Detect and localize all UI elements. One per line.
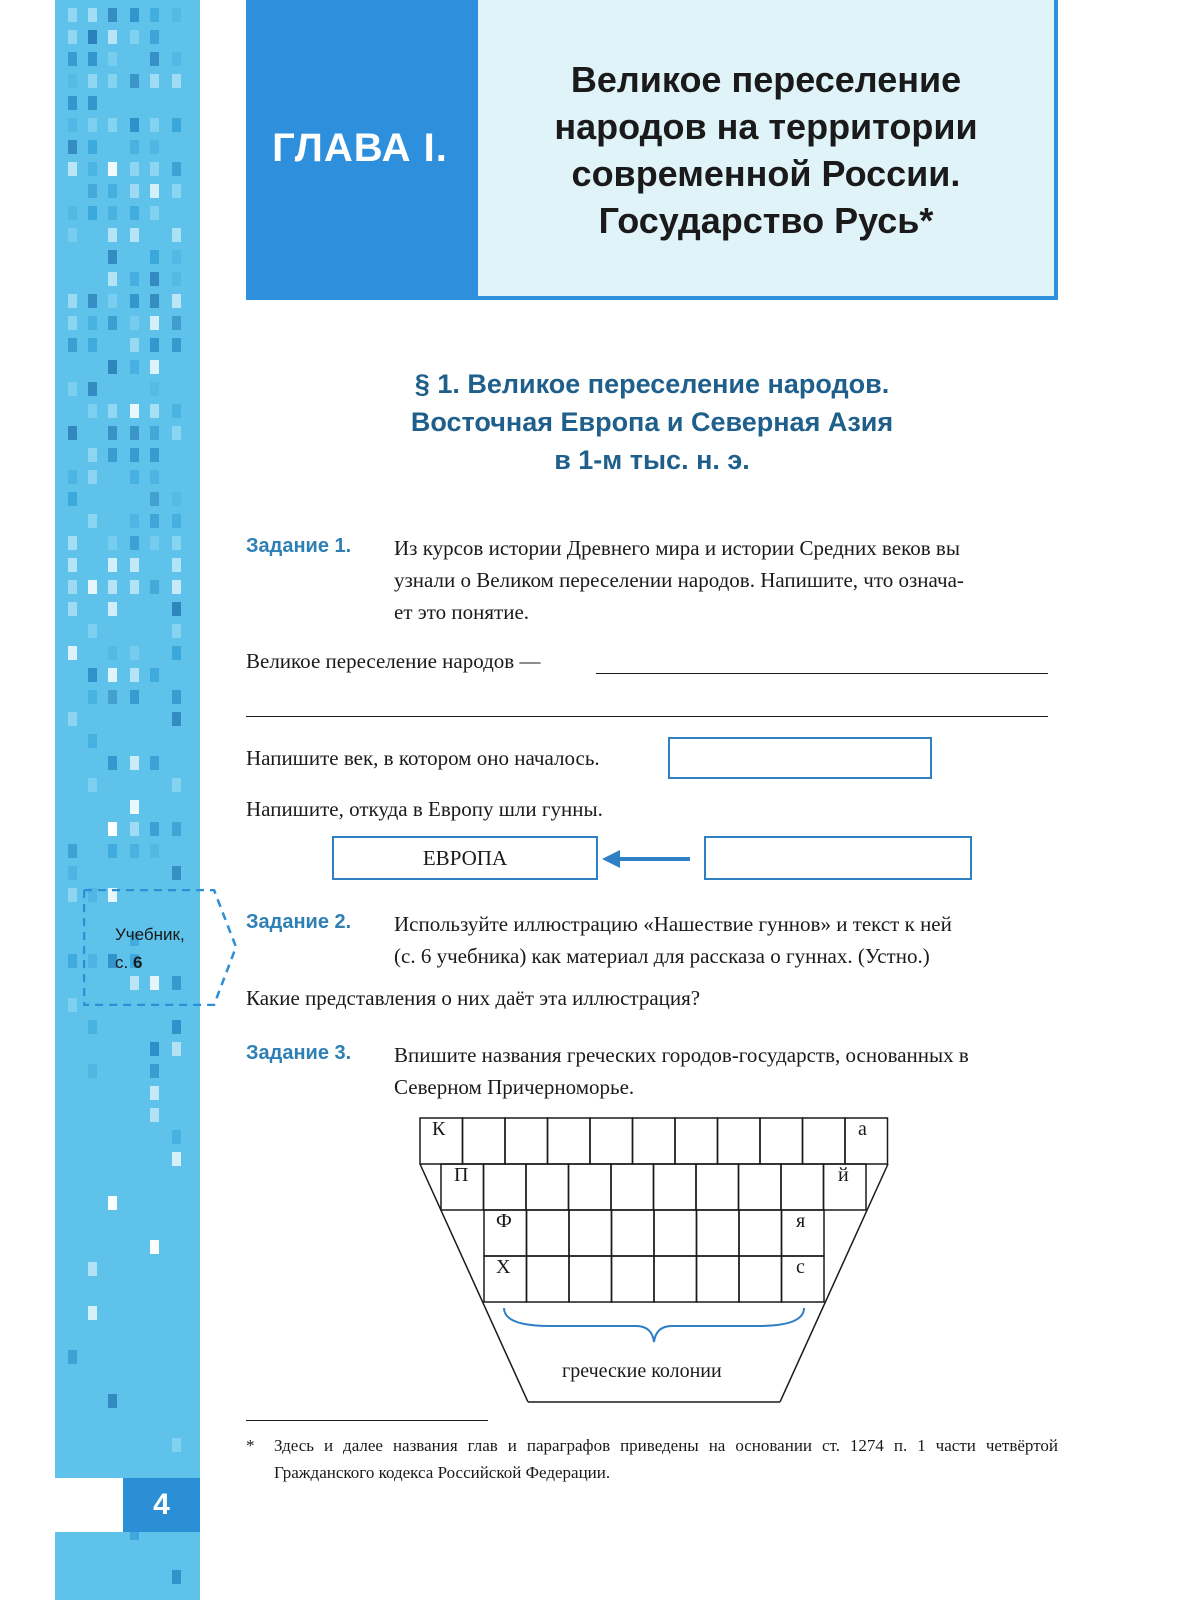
sidebar-pattern-square — [150, 184, 159, 198]
sidebar-pattern-square — [130, 338, 139, 352]
sidebar-pattern-square — [68, 954, 77, 968]
sidebar-pattern-square — [88, 338, 97, 352]
sidebar-pattern-square — [68, 426, 77, 440]
sidebar-pattern-square — [130, 690, 139, 704]
task-2-label: Задание 2. — [246, 911, 352, 933]
grid-letter: с — [796, 1256, 805, 1278]
sidebar-pattern-square — [88, 118, 97, 132]
grid-cell[interactable] — [484, 1164, 527, 1210]
sidebar-pattern-square — [130, 558, 139, 572]
sidebar-pattern-square — [108, 250, 117, 264]
textbook-ref-page: 6 — [132, 953, 143, 972]
task-3-text — [394, 1039, 1058, 1103]
sidebar-pattern-square — [172, 8, 181, 22]
sidebar-pattern-square — [150, 1064, 159, 1078]
grid-cell[interactable] — [803, 1118, 846, 1164]
sidebar-pattern-square — [88, 580, 97, 594]
grid-cell[interactable] — [569, 1256, 612, 1302]
chapter-label: ГЛАВА I. — [246, 0, 474, 296]
sidebar-pattern-square — [130, 426, 139, 440]
section-title — [246, 365, 1058, 479]
sidebar-pattern-square — [68, 96, 77, 110]
sidebar-pattern-square — [88, 184, 97, 198]
task-1-text — [394, 532, 1058, 628]
textbook-reference — [83, 889, 237, 1006]
sidebar-pattern-square — [88, 624, 97, 638]
sidebar-pattern-square — [150, 272, 159, 286]
sidebar-pattern-square — [150, 162, 159, 176]
sidebar-pattern-square — [172, 580, 181, 594]
definition-prompt: Великое переселение народов — — [246, 649, 541, 673]
sidebar-pattern-square — [68, 536, 77, 550]
sidebar-pattern-square — [130, 822, 139, 836]
sidebar-pattern-square — [88, 1020, 97, 1034]
sidebar-pattern-square — [68, 74, 77, 88]
sidebar-pattern-square — [172, 184, 181, 198]
sidebar-pattern-square — [68, 712, 77, 726]
sidebar-pattern-square — [88, 140, 97, 154]
sidebar-pattern-square — [150, 250, 159, 264]
footnote-separator — [246, 1420, 488, 1421]
sidebar-pattern-square — [172, 514, 181, 528]
sidebar-pattern-square — [150, 492, 159, 506]
sidebar-pattern-square — [130, 162, 139, 176]
sidebar-pattern-square — [150, 1240, 159, 1254]
sidebar-pattern-square — [68, 338, 77, 352]
sidebar-pattern-square — [68, 140, 77, 154]
sidebar-pattern-square — [172, 118, 181, 132]
sidebar-pattern-square — [108, 316, 117, 330]
sidebar-pattern-square — [88, 30, 97, 44]
sidebar-pattern-square — [150, 8, 159, 22]
sidebar-pattern-square — [172, 822, 181, 836]
sidebar-pattern-square — [172, 602, 181, 616]
sidebar-pattern-square — [108, 294, 117, 308]
footnote-text: Здесь и далее названия глав и параграфов приведены на основании ст. 1274 п. 1 части четвёртой Гражданского кодекса Российской Федерации. — [274, 1436, 1058, 1482]
sidebar-pattern-square — [150, 52, 159, 66]
sidebar-pattern-square — [172, 52, 181, 66]
sidebar-pattern-square — [172, 646, 181, 660]
sidebar-pattern-square — [130, 140, 139, 154]
grid-cell[interactable] — [569, 1210, 612, 1256]
chapter-header — [246, 0, 1058, 300]
task-3-label: Задание 3. — [246, 1042, 352, 1064]
sidebar-pattern-square — [172, 1020, 181, 1034]
sidebar-pattern-square — [68, 470, 77, 484]
grid-letter: П — [454, 1164, 469, 1186]
sidebar-pattern-square — [108, 8, 117, 22]
sidebar-pattern-square — [130, 206, 139, 220]
grid-cell[interactable] — [739, 1164, 782, 1210]
sidebar-pattern-square — [108, 30, 117, 44]
grid-cell[interactable] — [612, 1210, 655, 1256]
grid-cell[interactable] — [781, 1164, 824, 1210]
sidebar-pattern-square — [68, 888, 77, 902]
footnote-star: * — [246, 1436, 255, 1455]
trapezoid-left-edge — [420, 1164, 528, 1402]
sidebar-pattern-square — [88, 96, 97, 110]
sidebar-pattern-square — [172, 624, 181, 638]
sidebar-pattern-square — [150, 580, 159, 594]
sidebar-pattern-square — [68, 118, 77, 132]
sidebar-pattern-square — [150, 1042, 159, 1056]
sidebar-pattern-square — [108, 360, 117, 374]
sidebar-pattern-square — [130, 118, 139, 132]
sidebar-pattern-square — [150, 1086, 159, 1100]
grid-cell[interactable] — [654, 1256, 697, 1302]
grid-caption: греческие колонии — [562, 1360, 722, 1382]
sidebar-pattern-square — [68, 8, 77, 22]
sidebar-pattern-square — [108, 228, 117, 242]
grid-cell[interactable] — [696, 1164, 739, 1210]
century-prompt: Напишите век, в котором оно началось. — [246, 746, 600, 770]
sidebar-pattern-square — [130, 184, 139, 198]
century-answer-box[interactable] — [668, 737, 932, 779]
sidebar-pattern-square — [108, 404, 117, 418]
sidebar-pattern-square — [150, 668, 159, 682]
definition-answer-line-1[interactable] — [596, 673, 1048, 674]
sidebar-pattern-square — [88, 1262, 97, 1276]
sidebar-pattern-square — [150, 536, 159, 550]
sidebar-pattern-square — [108, 448, 117, 462]
sidebar-pattern-square — [150, 514, 159, 528]
sidebar-pattern-square — [150, 316, 159, 330]
sidebar-pattern-square — [172, 492, 181, 506]
task-text-line: ет это понятие. — [394, 600, 530, 624]
sidebar-pattern-square — [130, 756, 139, 770]
grid-cell[interactable] — [612, 1256, 655, 1302]
task-text-line: Впишите названия греческих городов-государств, основанных в — [394, 1043, 969, 1067]
textbook-reference-label — [115, 921, 185, 977]
chapter-title-line: Великое переселение — [570, 59, 962, 100]
sidebar-pattern-square — [68, 844, 77, 858]
sidebar-pattern-square — [88, 470, 97, 484]
sidebar-pattern-square — [130, 844, 139, 858]
sidebar-pattern-square — [108, 602, 117, 616]
grid-cell[interactable] — [527, 1210, 570, 1256]
definition-answer-line-2[interactable] — [246, 716, 1048, 717]
grid-cell[interactable] — [718, 1118, 761, 1164]
origin-answer-box[interactable] — [704, 836, 972, 880]
sidebar-pattern-square — [150, 206, 159, 220]
chapter-title-line: народов на территории — [554, 106, 978, 147]
grid-cell[interactable] — [675, 1118, 718, 1164]
sidebar-pattern-square — [108, 162, 117, 176]
sidebar-pattern-square — [68, 52, 77, 66]
sidebar-pattern-square — [150, 1108, 159, 1122]
sidebar-pattern-square — [130, 360, 139, 374]
sidebar-pattern-square — [130, 646, 139, 660]
sidebar-pattern-square — [150, 448, 159, 462]
sidebar-pattern-square — [68, 294, 77, 308]
sidebar-pattern-square — [88, 8, 97, 22]
sidebar-pattern-square — [88, 316, 97, 330]
sidebar-pattern-square — [68, 866, 77, 880]
sidebar-pattern-square — [150, 140, 159, 154]
grid-letter: я — [796, 1210, 806, 1232]
page-number-box — [55, 1478, 200, 1532]
sidebar-pattern-square — [88, 1064, 97, 1078]
sidebar-pattern-square — [68, 382, 77, 396]
sidebar-pattern-square — [108, 668, 117, 682]
europe-box: ЕВРОПА — [332, 836, 598, 880]
sidebar-pattern-square — [88, 206, 97, 220]
grid-cell[interactable] — [611, 1164, 654, 1210]
sidebar-pattern-square — [150, 756, 159, 770]
sidebar-pattern-square — [68, 316, 77, 330]
sidebar-pattern-square — [172, 536, 181, 550]
sidebar-pattern-square — [172, 558, 181, 572]
sidebar-pattern-square — [68, 228, 77, 242]
sidebar-pattern-square — [108, 822, 117, 836]
sidebar-pattern-square — [88, 690, 97, 704]
section-title-line: § 1. Великое переселение народов. — [414, 369, 890, 399]
sidebar-pattern-square — [108, 184, 117, 198]
sidebar-pattern-square — [130, 228, 139, 242]
sidebar-pattern-square — [88, 294, 97, 308]
sidebar-pattern-square — [108, 844, 117, 858]
sidebar-pattern-square — [130, 800, 139, 814]
sidebar-pattern-square — [88, 778, 97, 792]
sidebar-pattern-square — [68, 1350, 77, 1364]
sidebar-pattern-square — [68, 492, 77, 506]
sidebar-pattern-square — [172, 338, 181, 352]
page-number: 4 — [123, 1478, 200, 1532]
sidebar-pattern-square — [88, 734, 97, 748]
sidebar-pattern-square — [172, 228, 181, 242]
grid-cell[interactable] — [654, 1164, 697, 1210]
sidebar-pattern-square — [130, 316, 139, 330]
sidebar-pattern-square — [130, 272, 139, 286]
grid-cell[interactable] — [569, 1164, 612, 1210]
grid-cell[interactable] — [527, 1256, 570, 1302]
sidebar-pattern-square — [108, 426, 117, 440]
sidebar-pattern-square — [108, 756, 117, 770]
task-text-line: (с. 6 учебника) как материал для рассказа о гуннах. (Устно.) — [394, 944, 930, 968]
sidebar-pattern-square — [150, 822, 159, 836]
sidebar-pattern-square — [130, 8, 139, 22]
sidebar-pattern-square — [130, 470, 139, 484]
sidebar-pattern-square — [130, 536, 139, 550]
task-2-text — [394, 908, 1058, 972]
sidebar-pattern-square — [150, 426, 159, 440]
textbook-ref-page-line — [115, 949, 185, 977]
trapezoid-right-edge — [780, 1164, 888, 1402]
sidebar-pattern-square — [150, 404, 159, 418]
sidebar-pattern-square — [68, 580, 77, 594]
grid-letter: й — [838, 1164, 849, 1186]
sidebar-pattern-square — [130, 294, 139, 308]
arrow-left-icon — [600, 845, 692, 873]
section-title-line: в 1-м тыс. н. э. — [554, 445, 750, 475]
sidebar-pattern-square — [108, 1394, 117, 1408]
sidebar-pattern-square — [68, 602, 77, 616]
sidebar-pattern-square — [172, 690, 181, 704]
grid-cell[interactable] — [697, 1210, 740, 1256]
sidebar-pattern-square — [172, 74, 181, 88]
sidebar-pattern-square — [108, 580, 117, 594]
sidebar-pattern-square — [172, 404, 181, 418]
grid-cell[interactable] — [526, 1164, 569, 1210]
sidebar-pattern-square — [108, 52, 117, 66]
sidebar-pattern-square — [88, 162, 97, 176]
curly-brace-icon — [504, 1308, 804, 1342]
chapter-title — [554, 56, 977, 244]
grid-letter: Ф — [496, 1210, 512, 1232]
chapter-title-panel — [474, 0, 1058, 296]
sidebar-pattern-square — [88, 382, 97, 396]
grid-cell[interactable] — [654, 1210, 697, 1256]
task-text-line: Северном Причерноморье. — [394, 1075, 635, 1099]
sidebar-pattern-square — [150, 382, 159, 396]
sidebar-pattern-square — [172, 1438, 181, 1452]
section-title-line: Восточная Европа и Северная Азия — [410, 407, 894, 437]
sidebar-pattern-square — [108, 74, 117, 88]
sidebar-pattern-square — [172, 866, 181, 880]
sidebar-pattern-square — [172, 1570, 181, 1584]
grid-cell[interactable] — [697, 1256, 740, 1302]
sidebar-pattern-square — [172, 1152, 181, 1166]
sidebar-pattern-square — [68, 646, 77, 660]
sidebar-pattern-square — [88, 514, 97, 528]
sidebar-pattern-square — [68, 30, 77, 44]
page-number-bg — [55, 1478, 123, 1532]
grid-cell[interactable] — [505, 1118, 548, 1164]
grid-letter: К — [432, 1118, 446, 1140]
sidebar-pattern-square — [172, 426, 181, 440]
sidebar-pattern-square — [88, 52, 97, 66]
grid-letter: Х — [496, 1256, 511, 1278]
sidebar-pattern-square — [150, 360, 159, 374]
grid-cell[interactable] — [463, 1118, 506, 1164]
sidebar-pattern-square — [108, 646, 117, 660]
sidebar-pattern-square — [172, 1042, 181, 1056]
sidebar-pattern-square — [150, 294, 159, 308]
sidebar-pattern-square — [108, 272, 117, 286]
sidebar-pattern-square — [150, 30, 159, 44]
sidebar-pattern-square — [130, 514, 139, 528]
sidebar-pattern-square — [172, 250, 181, 264]
chapter-title-line: Государство Русь* — [598, 200, 934, 241]
sidebar-pattern-square — [150, 74, 159, 88]
sidebar-pattern-square — [108, 690, 117, 704]
sidebar-pattern-square — [130, 580, 139, 594]
grid-cell[interactable] — [633, 1118, 676, 1164]
sidebar-pattern-square — [172, 316, 181, 330]
sidebar-pattern-square — [108, 118, 117, 132]
header-underline — [246, 296, 1058, 300]
grid-letter: а — [858, 1118, 867, 1140]
textbook-ref-line: Учебник, — [115, 925, 185, 944]
origin-prompt: Напишите, откуда в Европу шли гунны. — [246, 797, 603, 821]
sidebar-pattern-square — [130, 74, 139, 88]
sidebar-pattern-square — [130, 30, 139, 44]
sidebar-pattern-square — [108, 1196, 117, 1210]
sidebar-pattern-square — [68, 558, 77, 572]
task-text-line: узнали о Великом переселении народов. Напишите, что означа- — [394, 568, 964, 592]
sidebar-pattern-square — [130, 668, 139, 682]
sidebar-pattern-square — [150, 118, 159, 132]
sidebar-pattern-square — [88, 668, 97, 682]
sidebar-pattern-square — [88, 74, 97, 88]
sidebar-pattern-square — [172, 712, 181, 726]
task-1-label: Задание 1. — [246, 535, 352, 557]
sidebar-pattern-square — [150, 338, 159, 352]
sidebar-pattern-square — [150, 844, 159, 858]
grid-cell[interactable] — [548, 1118, 591, 1164]
grid-cell[interactable] — [590, 1118, 633, 1164]
sidebar-pattern-square — [108, 206, 117, 220]
sidebar-pattern-square — [68, 998, 77, 1012]
sidebar-pattern-square — [172, 1130, 181, 1144]
task-text-line: Из курсов истории Древнего мира и истории Средних веков вы — [394, 536, 960, 560]
task-text-line: Используйте иллюстрацию «Нашествие гуннов» и текст к ней — [394, 912, 952, 936]
sidebar-pattern-square — [130, 404, 139, 418]
sidebar-pattern-square — [108, 558, 117, 572]
sidebar-pattern-square — [130, 448, 139, 462]
sidebar-pattern-square — [172, 272, 181, 286]
chapter-title-line: современной России. — [571, 153, 961, 194]
sidebar-pattern-square — [172, 294, 181, 308]
sidebar-pattern-square — [88, 404, 97, 418]
sidebar-pattern-square — [172, 162, 181, 176]
grid-cell[interactable] — [739, 1210, 782, 1256]
grid-cell[interactable] — [760, 1118, 803, 1164]
sidebar-pattern-square — [88, 448, 97, 462]
sidebar-pattern-square — [150, 470, 159, 484]
sidebar-pattern-square — [108, 536, 117, 550]
task-2-question: Какие представления о них даёт эта иллюстрация? — [246, 986, 701, 1010]
sidebar-pattern-square — [172, 778, 181, 792]
sidebar-pattern-square — [68, 162, 77, 176]
decorative-sidebar — [55, 0, 200, 1600]
sidebar-pattern-square — [88, 1306, 97, 1320]
textbook-ref-prefix: с. — [115, 953, 129, 972]
grid-cell[interactable] — [739, 1256, 782, 1302]
sidebar-pattern-square — [68, 206, 77, 220]
